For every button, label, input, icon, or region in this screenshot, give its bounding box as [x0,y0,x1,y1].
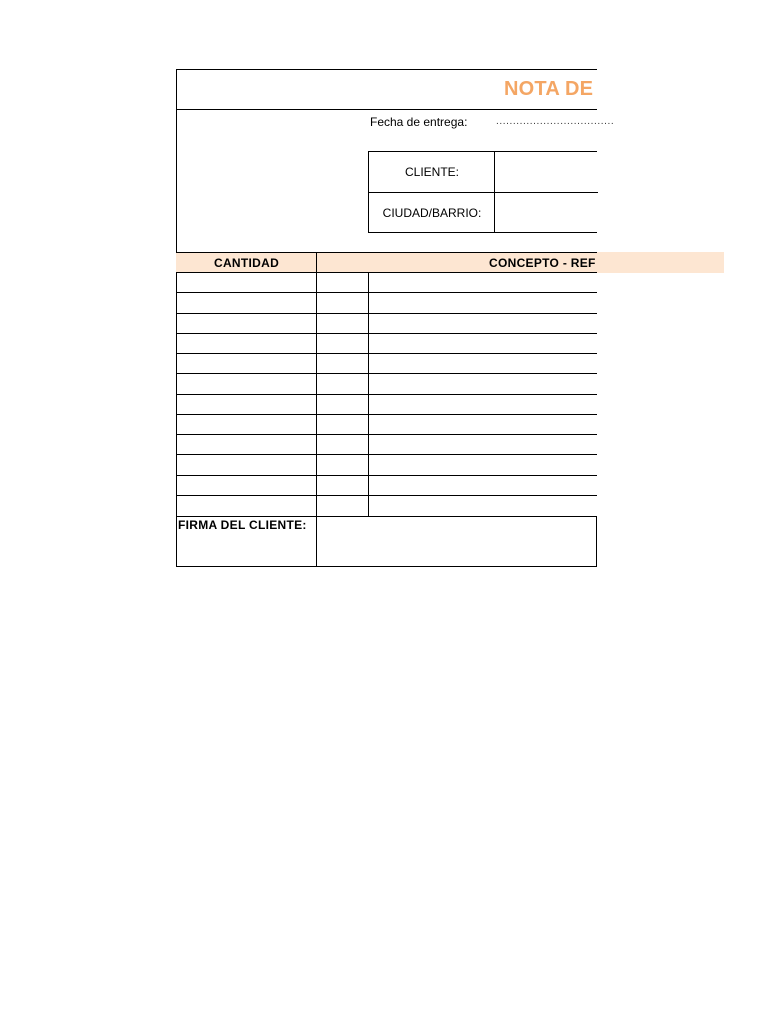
title-separator [176,109,597,110]
cantidad-cell[interactable] [176,395,316,414]
cantidad-cell[interactable] [176,476,316,495]
table-row [176,415,597,435]
column-header-concepto: CONCEPTO - REF [489,256,596,270]
signature-right-border [596,516,597,567]
cantidad-cell[interactable] [176,293,316,312]
concepto-cell[interactable] [369,354,597,373]
cantidad-cell[interactable] [176,273,316,292]
table-row [176,395,597,415]
delivery-date-field[interactable]: ................................... [496,116,615,127]
table-row [176,334,597,354]
ref-cell[interactable] [317,435,368,454]
concepto-cell[interactable] [369,273,597,292]
cantidad-cell[interactable] [176,435,316,454]
table-body [176,273,597,516]
concepto-cell[interactable] [369,496,597,516]
ref-cell[interactable] [317,334,368,353]
city-field[interactable] [496,194,596,231]
table-row [176,476,597,496]
ref-cell[interactable] [317,455,368,474]
document-title: NOTA DE [504,78,594,100]
client-box-row-divider [369,192,598,193]
table-row [176,435,597,455]
table-row [176,354,597,374]
form-top-border [176,69,597,70]
concepto-cell[interactable] [369,314,597,333]
table-header-divider [316,252,317,273]
concepto-cell[interactable] [369,476,597,495]
signature-top-border [176,516,597,517]
delivery-note-form [176,69,615,567]
form-bottom-border [176,566,597,567]
cantidad-cell[interactable] [176,334,316,353]
concepto-cell[interactable] [369,395,597,414]
table-row [176,273,597,293]
client-label: CLIENTE: [404,165,459,179]
concepto-cell[interactable] [369,374,597,393]
signature-field[interactable] [318,518,594,564]
table-row [176,293,597,313]
delivery-date-label: Fecha de entrega: [370,115,468,129]
city-label: CIUDAD/BARRIO: [382,206,482,220]
table-row [176,455,597,475]
cantidad-cell[interactable] [176,354,316,373]
table-row [176,496,597,516]
cantidad-cell[interactable] [176,415,316,434]
ref-cell[interactable] [317,273,368,292]
table-header-top-border [176,252,597,253]
ref-cell[interactable] [317,314,368,333]
ref-cell[interactable] [317,476,368,495]
concepto-cell[interactable] [369,334,597,353]
cantidad-cell[interactable] [176,314,316,333]
ref-cell[interactable] [317,293,368,312]
client-field[interactable] [496,154,596,191]
signature-label: FIRMA DEL CLIENTE: [178,518,307,532]
concepto-cell[interactable] [369,455,597,474]
table-row [176,374,597,394]
ref-cell[interactable] [317,354,368,373]
concepto-cell[interactable] [369,435,597,454]
column-header-cantidad: CANTIDAD [214,256,280,270]
concepto-cell[interactable] [369,293,597,312]
ref-cell[interactable] [317,395,368,414]
concepto-cell[interactable] [369,415,597,434]
cantidad-cell[interactable] [176,374,316,393]
ref-cell[interactable] [317,415,368,434]
client-info-box [368,151,597,233]
table-row [176,314,597,334]
cantidad-column-divider [316,273,317,567]
ref-cell[interactable] [317,374,368,393]
ref-cell[interactable] [317,496,368,516]
ref-column-divider [368,273,369,517]
cantidad-cell[interactable] [176,496,316,516]
cantidad-cell[interactable] [176,455,316,474]
